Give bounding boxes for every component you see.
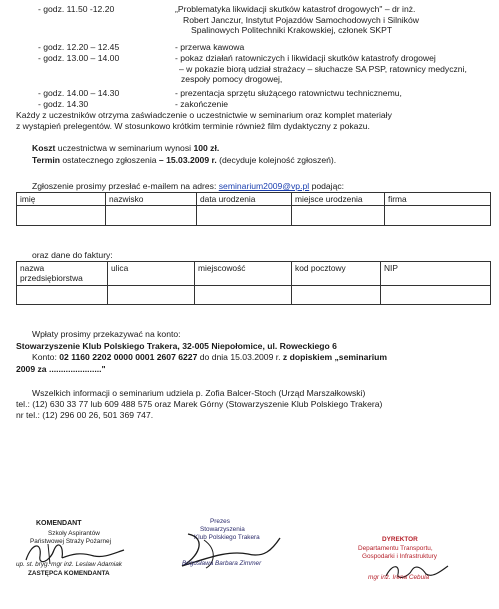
table-header-cell: miejsce urodzenia bbox=[292, 193, 385, 206]
table-cell[interactable] bbox=[106, 206, 197, 226]
signature-name: mgr inż. Irena Cebula bbox=[368, 574, 430, 581]
contact-line: nr tel.: (12) 296 00 26, 501 369 747. bbox=[16, 410, 154, 420]
table-cell[interactable] bbox=[108, 285, 195, 304]
table-header-row bbox=[17, 193, 491, 206]
signature-role: ZASTĘPCA KOMENDANTA bbox=[28, 570, 110, 577]
table-header-cell: data urodzenia bbox=[197, 193, 292, 206]
signature-line: Departamentu Transportu, bbox=[358, 545, 433, 552]
invoice-intro: oraz dane do faktury: bbox=[32, 250, 113, 260]
schedule-desc: Robert Janczur, Instytut Pojazdów Samochodowych i Silników bbox=[183, 14, 419, 25]
signature-line: Stowarzyszenia bbox=[200, 526, 245, 533]
table-header-cell: NIP bbox=[381, 262, 491, 286]
cost-amount: 100 zł. bbox=[193, 143, 220, 153]
signature-line: Prezes bbox=[210, 518, 230, 525]
payment-title-prefix: z dopiskiem „seminarium bbox=[282, 352, 388, 362]
certificate-text-line: z wystąpień prelegentów. W stosunkowo krótkim terminie również film dydaktyczny z pokazu. bbox=[16, 121, 370, 131]
signature-title: KOMENDANT bbox=[36, 520, 82, 527]
payment-org: Stowarzyszenie Klub Polskiego Trakera, 32-005 Niepołomice, ul. Roweckiego 6 bbox=[16, 341, 337, 351]
deadline-text: ostatecznego zgłoszenia bbox=[62, 155, 157, 165]
deadline-date: – 15.03.2009 r. bbox=[158, 155, 217, 165]
table-header-cell: imię bbox=[17, 193, 106, 206]
schedule-desc: zespoły pomocy drogowej, bbox=[181, 74, 283, 84]
schedule-time: - godz. 12.20 – 12.45 bbox=[38, 42, 120, 52]
schedule-time: - godz. 11.50 -12.20 bbox=[38, 4, 115, 14]
cost-line bbox=[32, 143, 219, 153]
contact-line: Wszelkich informacji o seminarium udziela p. Zofia Balcer-Stoch (Urząd Marszałkowski) bbox=[32, 388, 366, 398]
cost-label: Koszt bbox=[32, 143, 56, 153]
schedule-desc: – w pokazie biorą udział strażacy – słuchacze SA PSP, ratownicy medyczni, bbox=[179, 63, 467, 74]
invoice-table bbox=[16, 261, 491, 305]
payment-account-number: 02 1160 2202 0000 0001 2607 6227 bbox=[59, 352, 198, 362]
table-cell[interactable] bbox=[381, 285, 491, 304]
schedule-desc: - pokaz działań ratowniczych i likwidacji skutków katastrofy drogowej bbox=[175, 53, 436, 63]
table-cell[interactable] bbox=[17, 206, 106, 226]
schedule-desc: Spalinowych Politechniki Krakowskiej, członek SKPT bbox=[191, 25, 393, 35]
registration-email-link[interactable]: seminarium2009@vp.pl bbox=[218, 181, 310, 191]
schedule-time: - godz. 13.00 – 14.00 bbox=[38, 53, 120, 63]
schedule-time: - godz. 14.00 – 14.30 bbox=[38, 88, 120, 98]
table-header-cell: miejscowość bbox=[195, 262, 292, 286]
deadline-line bbox=[32, 155, 336, 165]
table-cell[interactable] bbox=[197, 206, 292, 226]
registration-suffix: podając: bbox=[311, 181, 345, 191]
registration-line bbox=[32, 181, 344, 191]
deadline-label: Termin bbox=[32, 155, 61, 165]
schedule-desc: - przerwa kawowa bbox=[175, 42, 245, 52]
table-cell[interactable] bbox=[195, 285, 292, 304]
schedule-desc: - zakończenie bbox=[175, 99, 229, 109]
signature-title: DYREKTOR bbox=[382, 536, 418, 543]
payment-account-date: do dnia 15.03.2009 r. bbox=[199, 352, 281, 362]
table-cell[interactable] bbox=[292, 285, 381, 304]
table-row bbox=[17, 206, 491, 226]
signature-line: Klub Polskiego Trakera bbox=[194, 534, 260, 541]
signature-name: Bogusława Barbara Zimmer bbox=[182, 560, 262, 567]
payment-account-label: Konto: bbox=[32, 352, 57, 362]
registration-text: Zgłoszenie prosimy przesłać e-mailem na adres: bbox=[32, 181, 217, 191]
table-header-cell: nazwa przedsiębiorstwa bbox=[17, 262, 108, 286]
table-header-cell: ulica bbox=[108, 262, 195, 286]
contact-line: tel.: (12) 630 33 77 lub 609 488 575 oraz Marek Górny (Stowarzyszenie Klub Polskiego Trakera) bbox=[16, 399, 383, 409]
payment-intro: Wpłaty prosimy przekazywać na konto: bbox=[32, 329, 181, 339]
schedule-desc: - prezentacja sprzętu służącego ratownictwu technicznemu, bbox=[175, 88, 402, 98]
table-cell[interactable] bbox=[385, 206, 491, 226]
table-row bbox=[17, 285, 491, 304]
table-header-cell: firma bbox=[385, 193, 491, 206]
table-cell[interactable] bbox=[292, 206, 385, 226]
schedule-time: - godz. 14.30 bbox=[38, 99, 89, 109]
table-header-cell: kod pocztowy bbox=[292, 262, 381, 286]
table-cell[interactable] bbox=[17, 285, 108, 304]
certificate-text-line: Każdy z uczestników otrzyma zaświadczenie o uczestnictwie w seminarium oraz komplet materiały bbox=[16, 110, 392, 120]
deadline-note: (decyduje kolejność zgłoszeń). bbox=[219, 155, 337, 165]
signature-name: up. st. bryg. mgr inż. Leslaw Adamiak bbox=[16, 561, 122, 568]
payment-title-end: 2009 za ......................" bbox=[16, 364, 106, 374]
signature-line: Państwowej Straży Pożarnej bbox=[30, 538, 111, 545]
signature-line: Szkoły Aspirantów bbox=[48, 530, 100, 537]
table-header-cell: nazwisko bbox=[106, 193, 197, 206]
payment-account-line bbox=[32, 352, 387, 362]
schedule-desc: „Problematyka likwidacji skutków katastrof drogowych" – dr inż. bbox=[175, 4, 416, 14]
signature-line: Gospodarki i Infrastruktury bbox=[362, 553, 437, 560]
table-header-row bbox=[17, 262, 491, 286]
participant-table bbox=[16, 192, 491, 226]
cost-text: uczestnictwa w seminarium wynosi bbox=[57, 143, 192, 153]
